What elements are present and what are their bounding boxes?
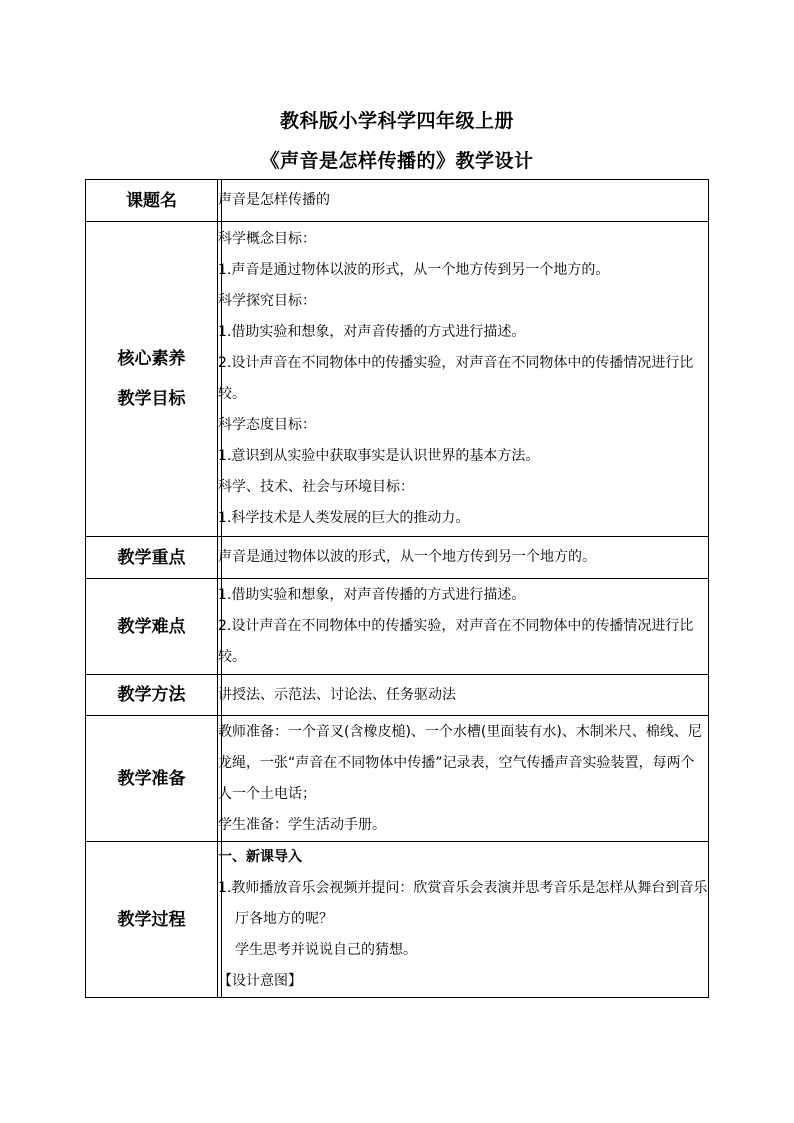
goal-line: 科学态度目标：: [218, 417, 316, 433]
label-process: 教学过程: [86, 842, 218, 998]
label-goals-line2: 教学目标: [117, 389, 186, 409]
goal-line: 1.意识到从实验中获取事实是认识世界的基本方法。: [218, 448, 540, 464]
process-heading: 一、新课导入: [218, 849, 302, 865]
label-key-point: 教学重点: [86, 537, 218, 579]
goal-line: 1.科学技术是人类发展的巨大的推动力。: [218, 510, 470, 526]
topic-text: 声音是怎样传播的: [218, 192, 330, 208]
document-subtitle: 《声音是怎样传播的》教学设计: [260, 150, 534, 172]
label-goals: [86, 222, 218, 537]
label-goals-line1: 核心素养: [117, 349, 186, 369]
content-preparation: [218, 716, 709, 842]
content-difficulty: [218, 579, 709, 675]
content-method: [218, 675, 709, 716]
row-goals: [86, 222, 709, 537]
student-preparation: 学生准备：学生活动手册。: [218, 816, 386, 833]
goal-line: 科学概念目标：: [218, 231, 316, 247]
difficulty-line: 2.设计声音在不同物体中的传播实验，对声音在不同物体中的传播情况进行比较。: [218, 618, 694, 665]
label-topic: 课题名: [86, 180, 218, 222]
key-point-text: 声音是通过物体以波的形式，从一个地方传到另一个地方的。: [218, 549, 596, 565]
row-difficulty: [86, 579, 709, 675]
row-topic: [86, 180, 709, 222]
process-item: 1.教师播放音乐会视频并提问：欣赏音乐会表演并思考音乐是怎样从舞台到音乐厅各地方的呢？: [218, 880, 708, 927]
design-intent-label: 【设计意图】: [218, 973, 302, 989]
content-process: [218, 842, 709, 998]
label-preparation: 教学准备: [86, 716, 218, 842]
row-key-point: [86, 537, 709, 579]
content-topic: [218, 180, 709, 222]
difficulty-line: 1.借助实验和想象，对声音传播的方式进行描述。: [218, 587, 526, 603]
process-subitem: 学生思考并说说自己的猜想。: [235, 942, 417, 958]
content-goals: [218, 222, 709, 537]
goal-line: 1.借助实验和想象，对声音传播的方式进行描述。: [218, 324, 526, 340]
goal-line: 1.声音是通过物体以波的形式，从一个地方传到另一个地方的。: [218, 262, 610, 278]
row-process: [86, 842, 709, 998]
goal-line: 科学、技术、社会与环境目标：: [218, 479, 414, 495]
teacher-preparation: 教师准备：一个音叉(含橡皮槌)、一个水槽(里面装有水)、木制米尺、棉线、尼龙绳，一张“声音在不同物体中传播”记录表，空气传播声音实验装置，每两个人一个土电话；: [218, 723, 702, 802]
content-key-point: [218, 537, 709, 579]
row-preparation: [86, 716, 709, 842]
method-text: 讲授法、示范法、讨论法、任务驱动法: [218, 686, 456, 703]
row-method: [86, 675, 709, 716]
document-title: 教科版小学科学四年级上册: [279, 110, 514, 132]
lesson-plan-table: [85, 179, 709, 998]
goal-line: 2.设计声音在不同物体中的传播实验，对声音在不同物体中的传播情况进行比较。: [218, 355, 694, 402]
label-difficulty: 教学难点: [86, 579, 218, 675]
label-method: 教学方法: [86, 675, 218, 716]
goal-line: 科学探究目标：: [218, 293, 316, 309]
